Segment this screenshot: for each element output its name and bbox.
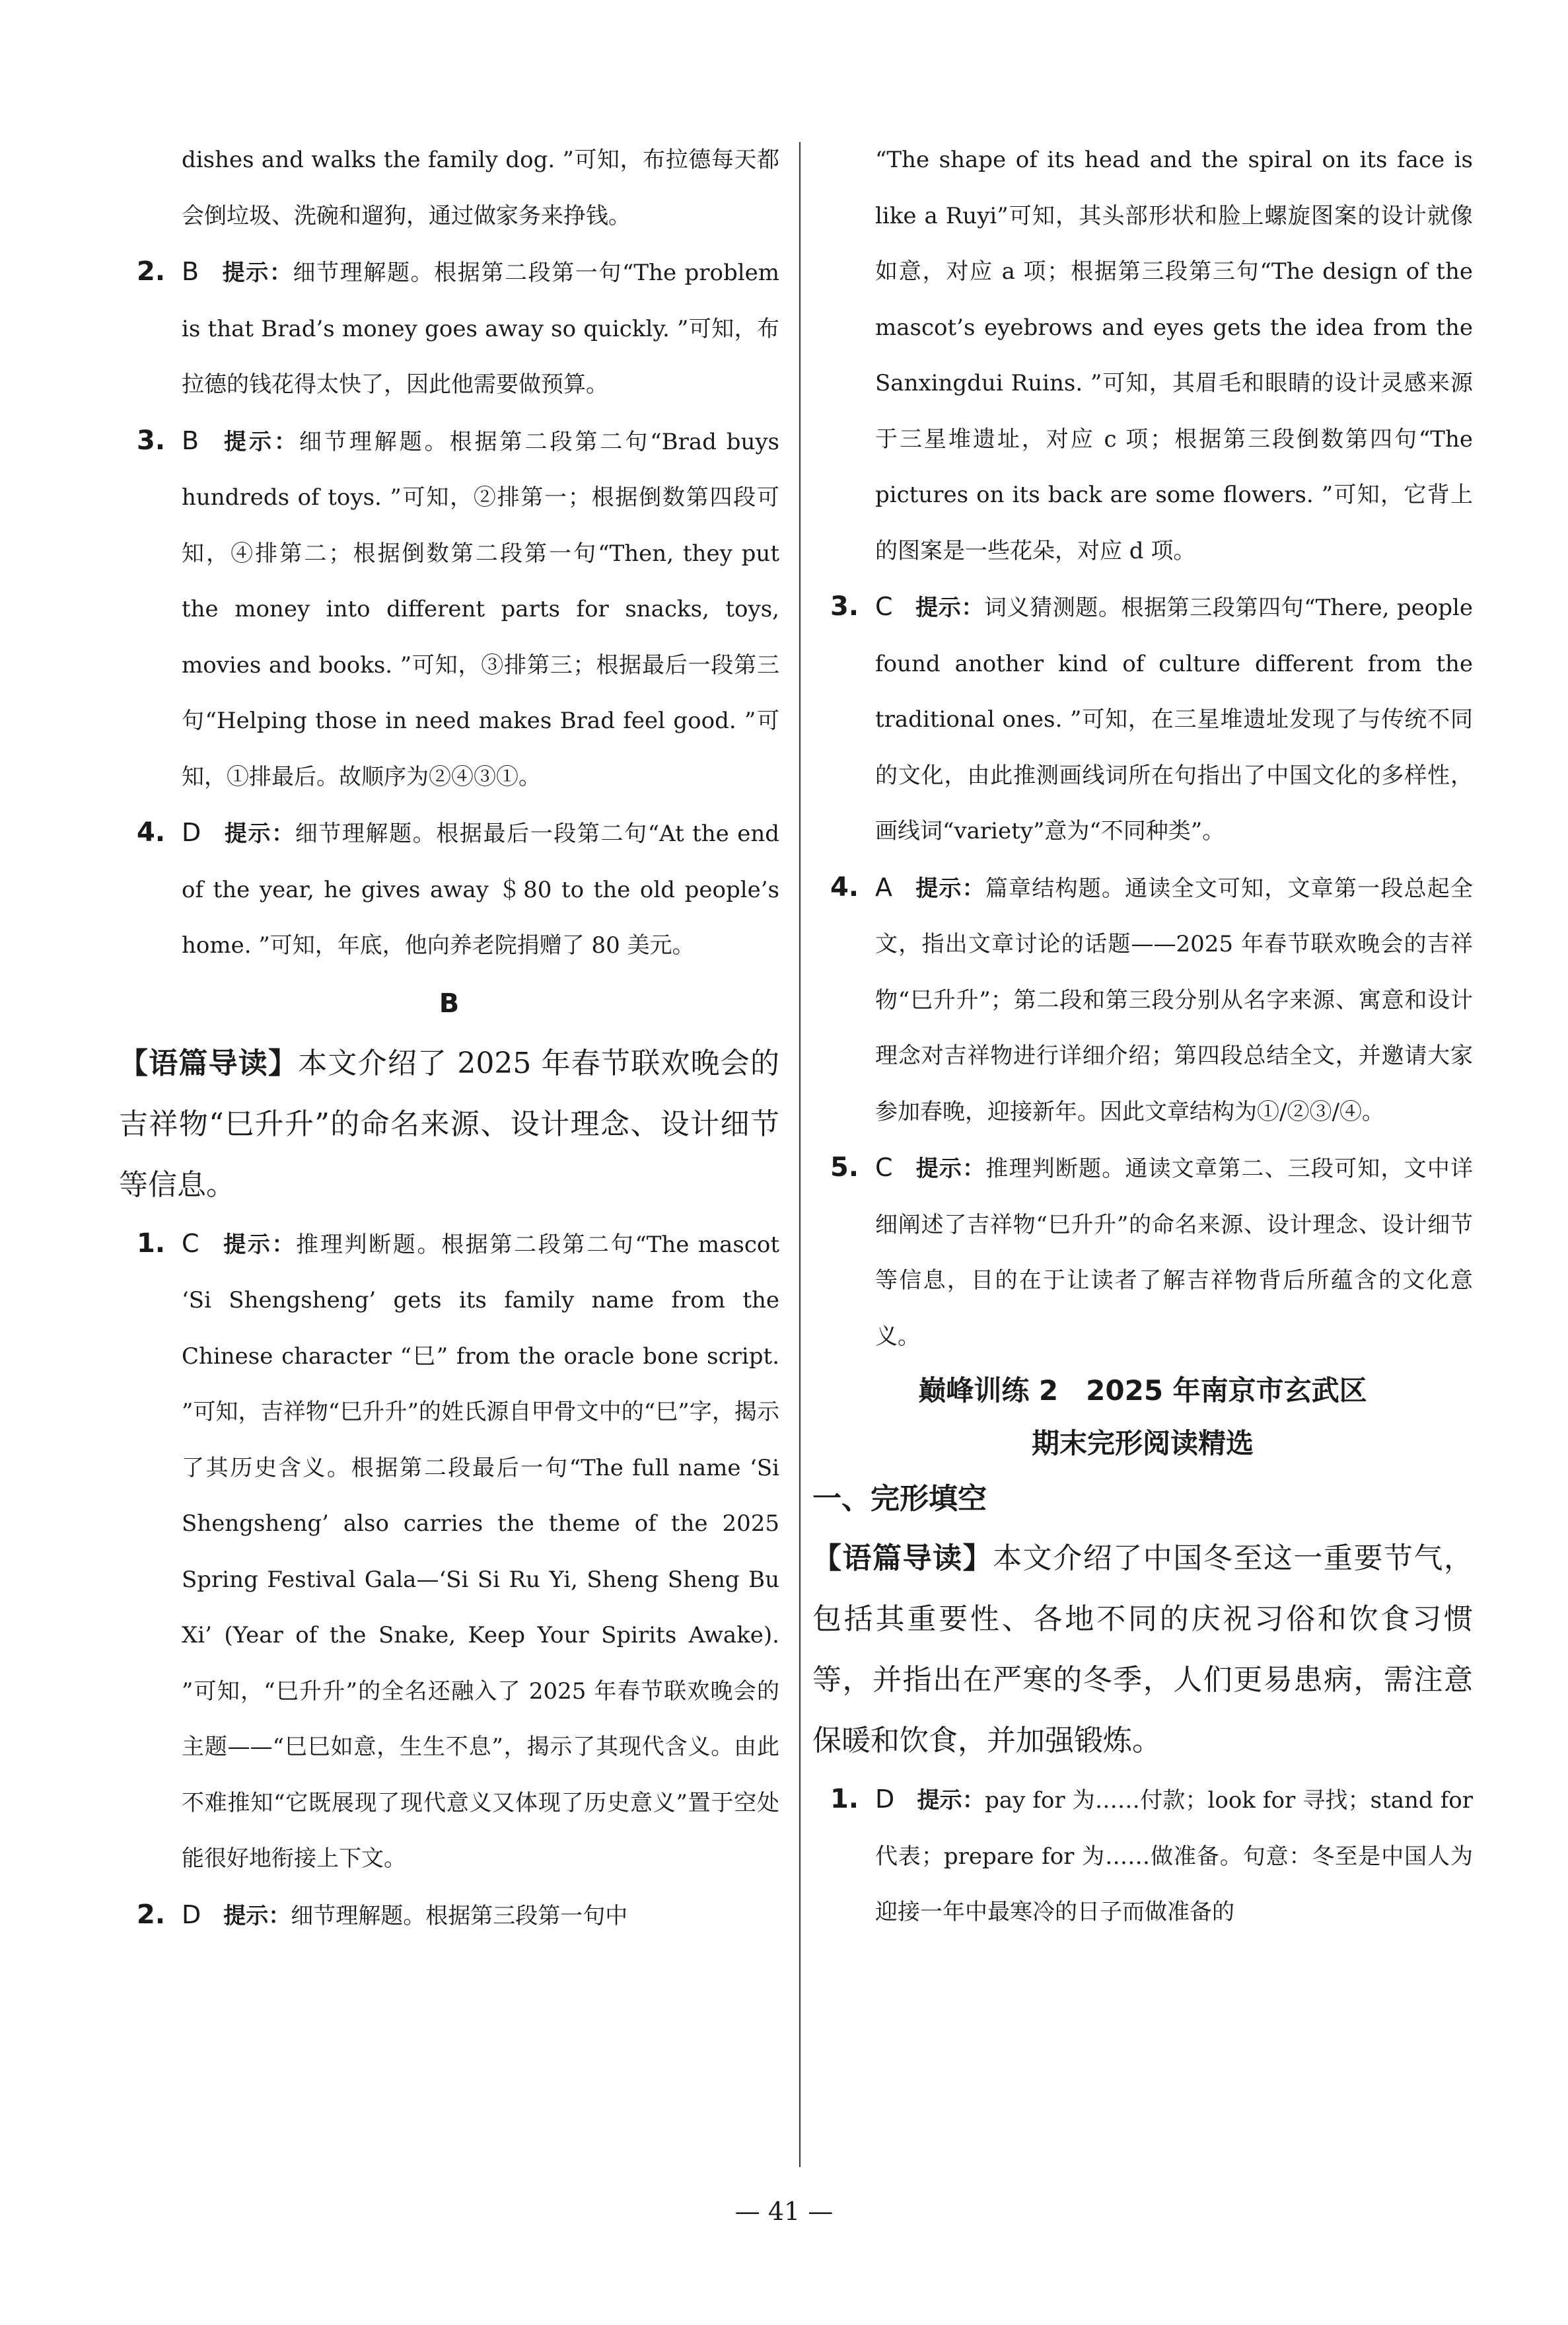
section-heading-b: B	[439, 988, 460, 1019]
hint-label: 提示：	[915, 1156, 986, 1182]
subsection-heading: 一、完形填空	[812, 1482, 987, 1516]
question-number: 2.	[137, 1899, 166, 1930]
answer-letter: C	[875, 592, 893, 621]
reading-guide	[119, 1033, 779, 1216]
explanation-text: 细节理解题。根据最后一段第二句“At the end of the year, he gives away ＄80 to the old people’s home. ”可知，年底，他向养老院捐赠了 80 美元。	[182, 821, 780, 959]
continued-paragraph: “The shape of its head and the spiral on its face is like a Ruyi”可知，其头部形状和脸上螺旋图案的设计就像如意，对应 a 项；根据第三段第三句“The design of the mascot’s eyebrows and eyes gets the idea from the Sanxingdui Ruins. ”可知，其眉毛和眼睛的设计灵感来源于三星堆遗址，对应 c 项；根据第三段倒数第四句“The pictures on its back are some flowers. ”可知，它背上的图案是一些花朵，对应 d 项。	[875, 147, 1473, 564]
page-number: — 41 —	[734, 2197, 834, 2226]
hint-label: 提示：	[915, 595, 984, 621]
question-number: 4.	[830, 871, 859, 903]
right-column	[812, 132, 1473, 1940]
guide-text: 本文介绍了中国冬至这一重要节气，包括其重要性、各地不同的庆祝习俗和饮食习惯等，并指出在严寒的冬季，人们更易患病，需注意保暖和饮食，并加强锻炼。	[812, 1541, 1474, 1757]
continued-paragraph: dishes and walks the family dog. ”可知，布拉德每天都会倒垃圾、洗碗和遛狗，通过做家务来挣钱。	[182, 147, 779, 229]
explanation-text: 推理判断题。根据第二段第二句“The mascot ‘Si Shengsheng’ gets its family name from the Chinese character “巳” from the oracle bone script. ”可知，吉祥物“巳升升”的姓氏源自甲骨文中的“巳”字，揭示了其历史含义。根据第二段最后一句“The full name ‘Si Shengsheng’ also carries the theme of the 2025 Spring Festival Gala—‘Si Si Ru Yi, Sheng Sheng Bu Xi’ (Year of the Snake, Keep Your Spirits Awake). ”可知，“巳升升”的全名还融入了 2025 年春节联欢晚会的主题——“巳巳如意，生生不息”，揭示了其现代含义。由此不难推知“它既展现了现代意义又体现了历史意义”置于空处能很好地衔接上下文。	[182, 1231, 779, 1872]
answer-letter: B	[182, 425, 199, 455]
answer-letter: A	[875, 872, 892, 902]
answer-item-3	[812, 579, 1473, 860]
answer-item-4	[119, 805, 779, 974]
explanation-text: 细节理解题。根据第二段第二句“Brad buys hundreds of toys. ”可知，②排第一；根据倒数第四段可知，④排第二；根据倒数第二段第一句“Then, they put the money into different parts for snacks, toys, movies and books. ”可知，③排第三；根据最后一段第三句“Helping those in need makes Brad feel good. ”可知，①排最后。故顺序为②④③①。	[182, 428, 780, 790]
guide-text: 本文介绍了 2025 年春节联欢晚会的吉祥物“巳升升”的命名来源、设计理念、设计细节等信息。	[119, 1046, 779, 1202]
answer-letter: C	[875, 1153, 893, 1182]
answer-letter: D	[182, 818, 201, 847]
explanation-text: 推理判断题。通读文章第二、三段可知，文中详细阐述了吉祥物“巳升升”的命名来源、设计理念、设计细节等信息，目的在于让读者了解吉祥物背后所蕴含的文化意义。	[875, 1156, 1474, 1350]
question-number: 1.	[137, 1228, 166, 1259]
column-divider	[799, 142, 801, 2167]
hint-label: 提示：	[917, 1787, 985, 1814]
hint-label: 提示：	[915, 875, 985, 902]
guide-label: 【语篇导读】	[119, 1046, 299, 1080]
guide-label: 【语篇导读】	[812, 1541, 993, 1575]
answer-item-c1	[812, 1771, 1473, 1940]
answer-item-3	[119, 413, 779, 805]
question-number: 4.	[137, 817, 166, 848]
section-title-line1: 巅峰训练 2 2025 年南京市玄武区	[918, 1374, 1367, 1407]
hint-label: 提示：	[221, 1231, 297, 1258]
hint-label: 提示：	[223, 821, 295, 847]
question-number: 3.	[137, 425, 166, 456]
answer-letter: D	[875, 1785, 895, 1814]
explanation-text: 词义猜测题。根据第三段第四句“There, people found another kind of culture different from the traditional ones. ”可知，在三星堆遗址发现了与传统不同的文化，由此推测画线词所在句指出了中国文化的多样性，画线词“variety”意为“不同种类”。	[875, 595, 1473, 844]
answer-item-2	[119, 244, 779, 413]
answer-item-5	[812, 1140, 1473, 1364]
question-number: 1.	[830, 1784, 859, 1814]
left-column	[119, 132, 779, 1944]
question-number: 5.	[830, 1152, 859, 1183]
answer-item-b1	[119, 1216, 779, 1887]
hint-label: 提示：	[221, 260, 293, 286]
question-number: 2.	[137, 256, 166, 287]
answer-item-4	[812, 860, 1473, 1140]
section-title-line2: 期末完形阅读精选	[1031, 1427, 1254, 1459]
explanation-text: 细节理解题。根据第三段第一句中	[291, 1902, 628, 1929]
answer-letter: B	[182, 257, 199, 286]
question-number: 3.	[830, 591, 859, 622]
explanation-text: pay for 为……付款；look for 寻找；stand for 代表；prepare for 为……做准备。句意：冬至是中国人为迎接一年中最寒冷的日子而做准备的	[875, 1787, 1474, 1925]
hint-label: 提示：	[221, 428, 299, 455]
answer-item-b2	[119, 1887, 779, 1944]
answer-letter: C	[182, 1228, 199, 1258]
answer-letter: D	[182, 1900, 201, 1929]
explanation-text: 细节理解题。根据第二段第一句“The problem is that Brad’s money goes away so quickly. ”可知，布拉德的钱花得太快了，因此他需要做预算。	[182, 260, 780, 398]
reading-guide	[812, 1528, 1473, 1771]
explanation-text: 篇章结构题。通读全文可知，文章第一段总起全文，指出文章讨论的话题——2025 年春节联欢晚会的吉祥物“巳升升”；第二段和第三段分别从名字来源、寓意和设计理念对吉祥物进行详细介绍；第四段总结全文，并邀请大家参加春晚，迎接新年。因此文章结构为①/②③/④。	[875, 875, 1474, 1125]
hint-label: 提示：	[223, 1902, 291, 1929]
